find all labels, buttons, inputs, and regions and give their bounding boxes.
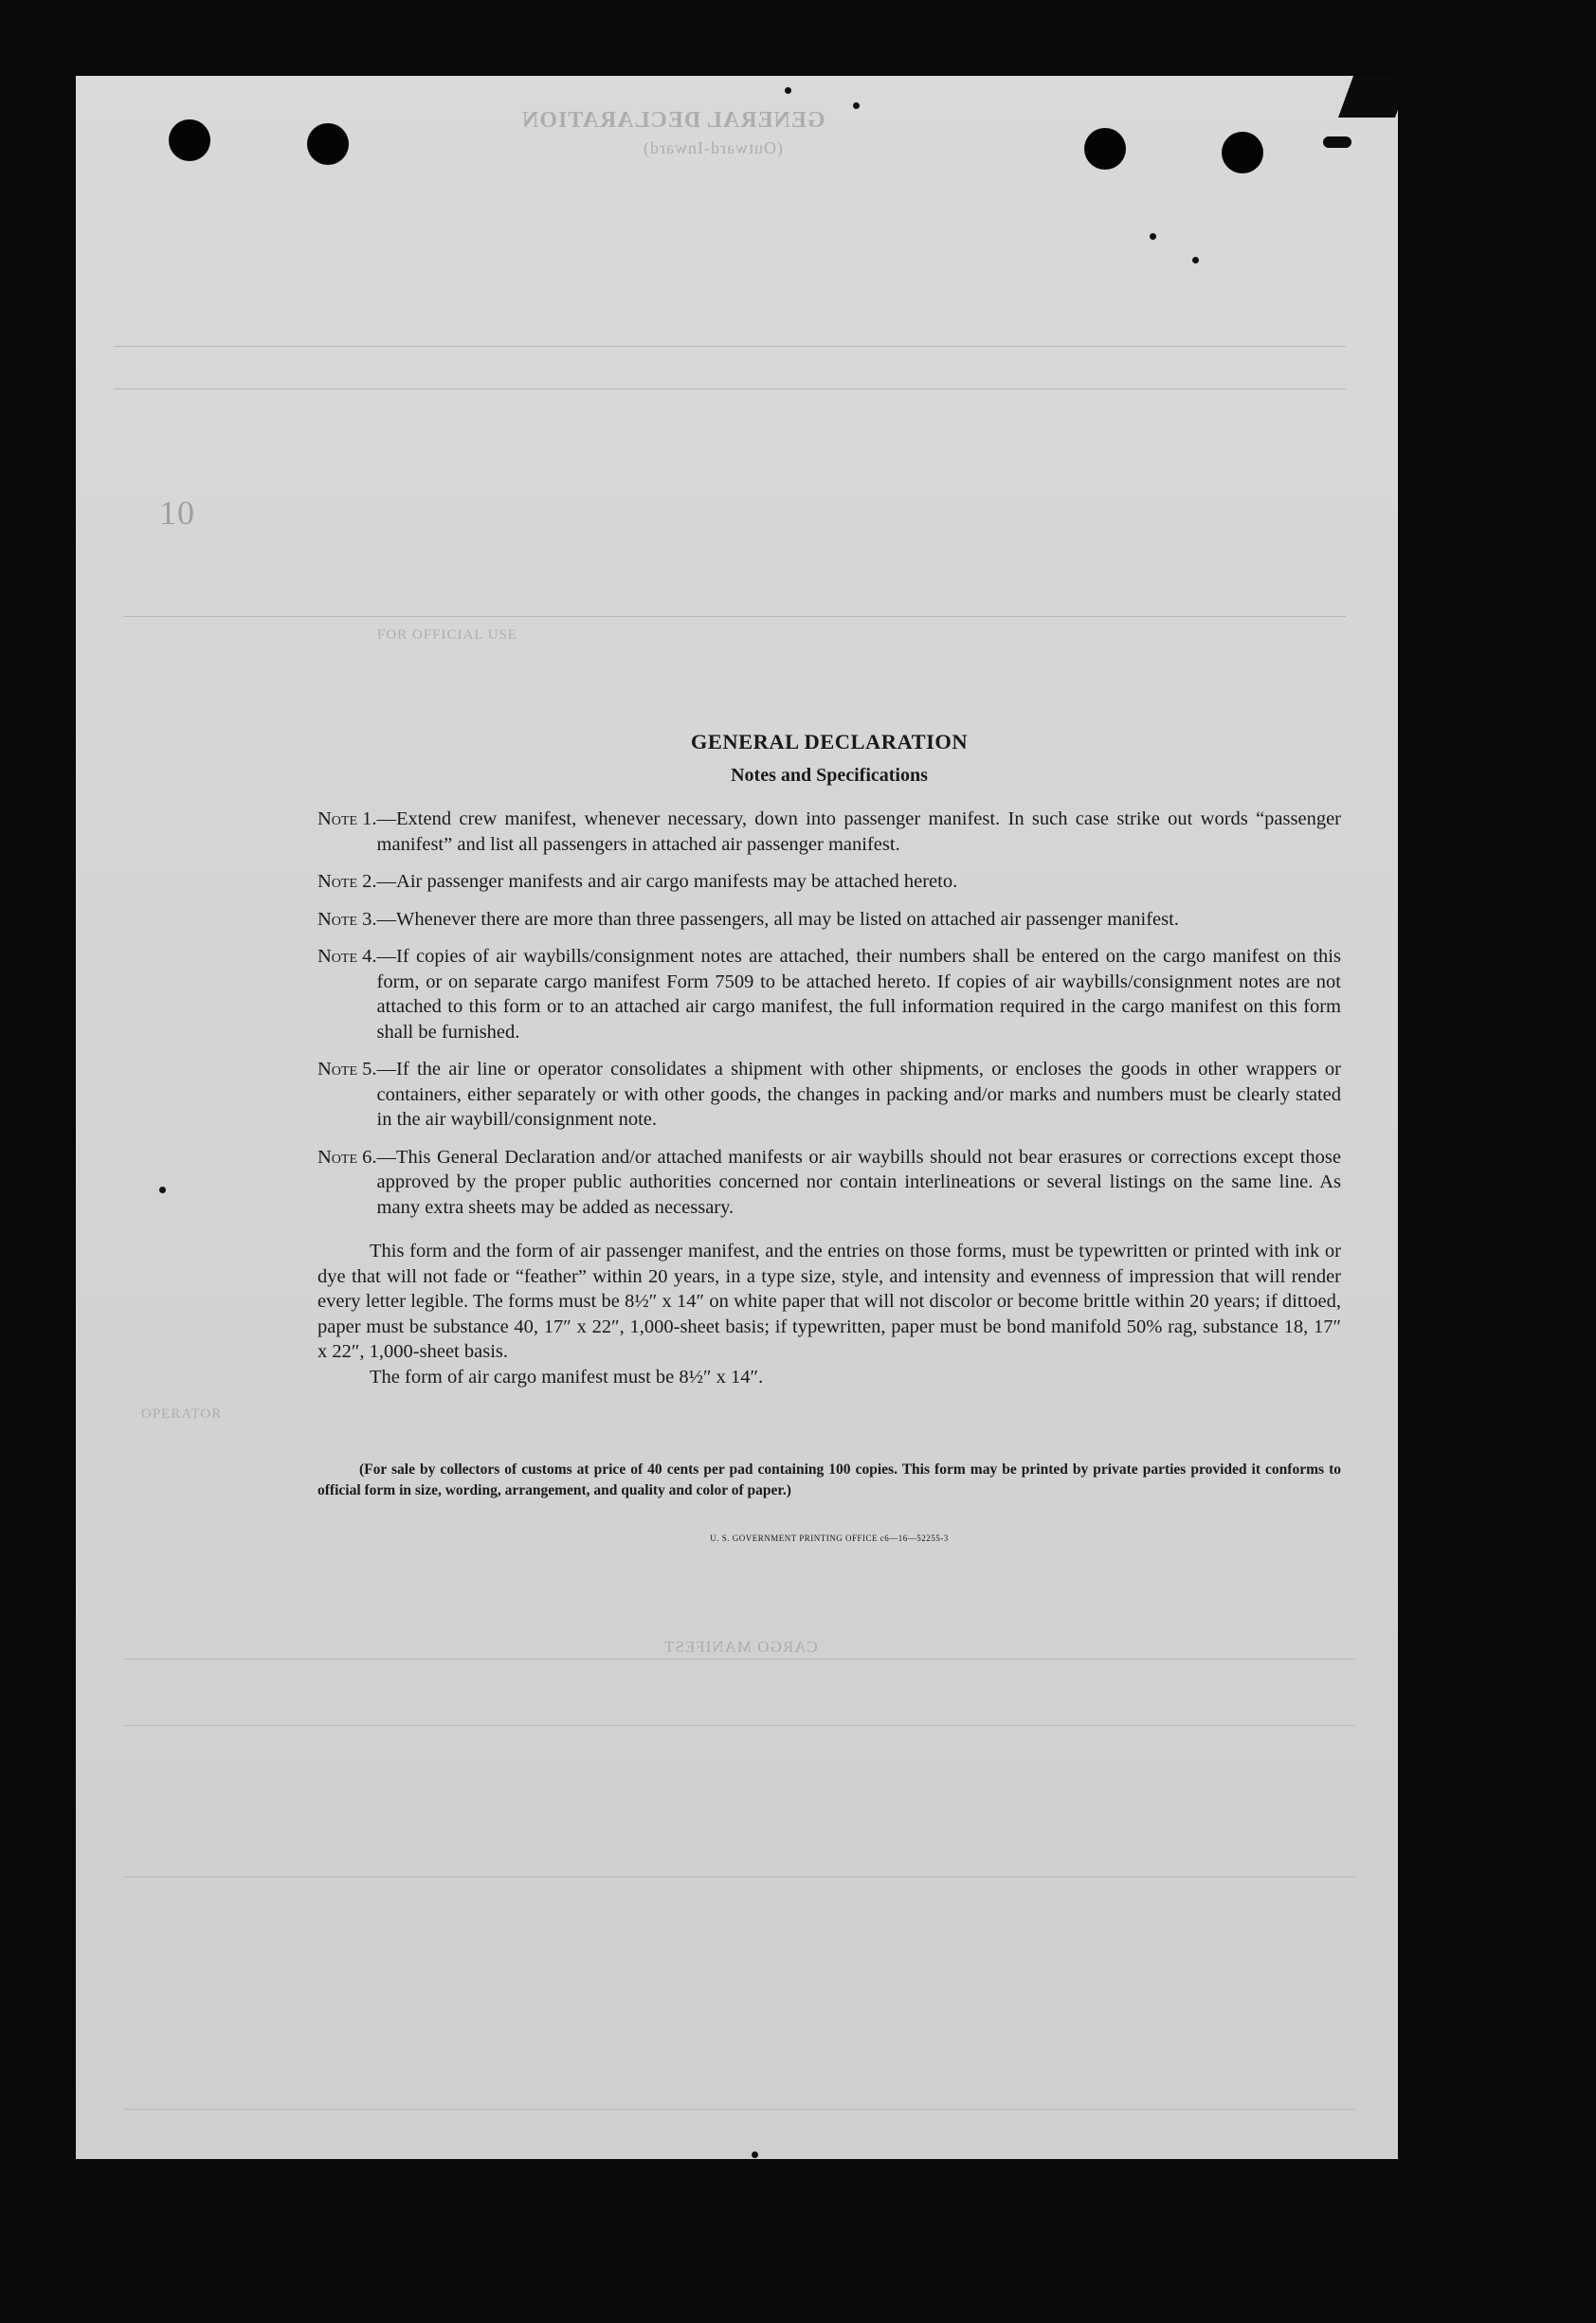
note-3 — [317, 907, 1341, 933]
note-label: Note 4. — [317, 946, 377, 967]
note-6 — [317, 1145, 1341, 1221]
notes-title: GENERAL DECLARATION — [690, 730, 969, 753]
form-requirements-paragraph: This form and the form of air passenger manifest, and the entries on those forms, must be typewritten or printed with ink or dye that will not fade or “feather” within 20 years, in a type size, style, and intensity and evenness of impression that will render every letter legible. The forms must be 8½″ x 14″ on white paper that will not discolor or become brittle within 20 years; if dittoed, paper must be substance 40, 17″ x 22″, 1,000-sheet basis; if typewritten, paper must be bond manifold 50% rag, substance 18, 17″ x 22″, 1,000-sheet basis. — [317, 1241, 1341, 1362]
speck — [1150, 233, 1156, 240]
bleed-operator: OPERATOR — [141, 1407, 223, 1422]
bleed-rule — [123, 1877, 1355, 1878]
note-4 — [317, 944, 1341, 1044]
sale-notice: (For sale by collectors of customs at price of 40 cents per pad containing 100 copies. This form may be printed by private parties provided it conforms to official form in size, wording, arrangement, and quality and color of paper.) — [317, 1461, 1341, 1498]
note-label: Note 1. — [317, 808, 377, 829]
torn-corner-edge — [1323, 136, 1351, 148]
bleed-header-title: GENERAL DECLARATION — [521, 108, 825, 133]
speck — [785, 87, 791, 94]
bleed-rule — [123, 2109, 1355, 2110]
document-page — [76, 76, 1398, 2159]
bleed-page-number: 10 — [159, 494, 195, 532]
speck — [159, 1187, 166, 1193]
torn-corner — [1338, 76, 1410, 118]
speck — [752, 2151, 758, 2158]
binder-hole-2 — [307, 123, 349, 165]
speck — [1192, 257, 1199, 263]
speck — [853, 102, 860, 109]
note-text: —This General Declaration and/or attached manifests or air waybills should not bear erasures or corrections except those approved by the proper public authorities concerned nor contain interlineations or several listings on the same line. As many extra sheets may be added as necessary. — [376, 1146, 1341, 1218]
bleed-rule — [123, 616, 1346, 617]
bleed-rule — [114, 389, 1346, 390]
notes-subtitle: Notes and Specifications — [731, 764, 928, 786]
cargo-manifest-size: The form of air cargo manifest must be 8½″ x 14″. — [370, 1366, 764, 1388]
note-text: —Extend crew manifest, whenever necessary, down into passenger manifest. In such case strike out words “passenger manifest” and list all passengers in attached air passenger manifest. — [376, 808, 1341, 855]
note-text: —Air passenger manifests and air cargo manifests may be attached hereto. — [376, 871, 958, 892]
binder-hole-4 — [1222, 132, 1263, 173]
note-label: Note 2. — [317, 871, 377, 892]
note-label: Note 3. — [317, 908, 377, 930]
note-1 — [317, 807, 1341, 857]
note-label: Note 5. — [317, 1059, 377, 1080]
notes-section — [317, 730, 1341, 1552]
bleed-rule — [123, 1725, 1355, 1726]
binder-hole-3 — [1084, 128, 1126, 170]
bleed-for-official-use: FOR OFFICIAL USE — [377, 627, 517, 643]
note-text: —If the air line or operator consolidates a shipment with other shipments, or encloses the goods in other wrappers or containers, either separately or with other goods, the changes in packing and/or marks and numbers must be clearly stated in the air waybill/consignment note. — [376, 1059, 1341, 1130]
printer-imprint: U. S. GOVERNMENT PRINTING OFFICE c6—16—52255-3 — [710, 1534, 949, 1543]
bleed-rule — [114, 346, 1346, 347]
note-label: Note 6. — [317, 1146, 377, 1168]
bleed-header-sub: (Outward-Inward) — [643, 138, 783, 157]
note-text: —Whenever there are more than three passengers, all may be listed on attached air passenger manifest. — [376, 908, 1179, 930]
bleed-rule — [123, 1659, 1355, 1660]
bleed-cargo-manifest: CARGO MANIFEST — [663, 1638, 818, 1656]
note-text: —If copies of air waybills/consignment notes are attached, their numbers shall be entered on the cargo manifest on this form, or on separate cargo manifest Form 7509 to be attached hereto. If copies of air waybills/consignment notes are not attached to this form or to an attached air cargo manifest, the full information required in the cargo manifest on this form shall be furnished. — [376, 946, 1341, 1043]
note-2 — [317, 869, 1341, 895]
binder-hole-1 — [169, 119, 210, 161]
note-5 — [317, 1057, 1341, 1133]
